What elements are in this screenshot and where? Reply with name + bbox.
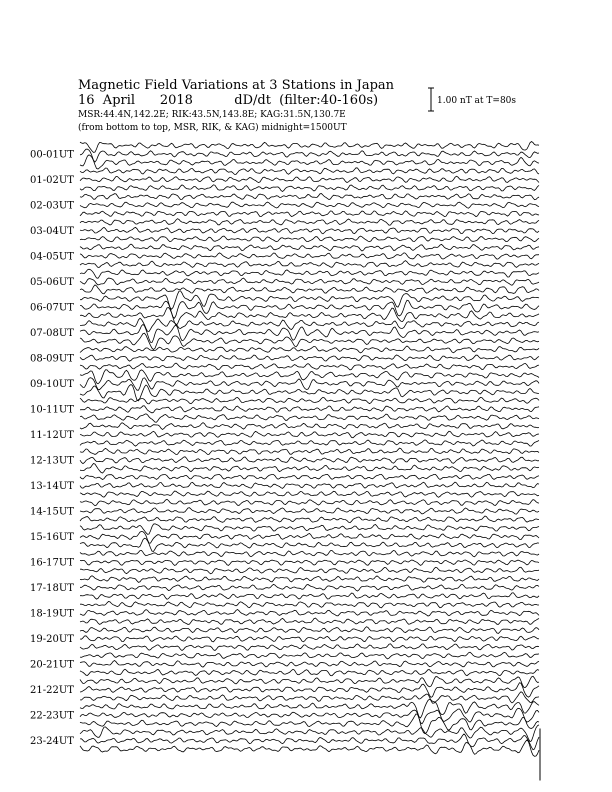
trace-rik-row-14 — [80, 508, 539, 514]
trace-kag-row-1 — [80, 168, 539, 175]
trace-rik-row-19 — [80, 636, 539, 642]
trace-msr-row-4 — [80, 261, 539, 268]
row-label: 22-23UT — [30, 710, 74, 722]
trace-rik-row-21 — [80, 683, 539, 698]
traces — [80, 142, 539, 757]
trace-kag-row-7 — [80, 318, 539, 331]
trace-rik-row-5 — [80, 278, 539, 285]
trace-msr-row-12 — [80, 464, 539, 474]
trace-msr-row-0 — [80, 155, 539, 169]
trace-rik-row-8 — [80, 355, 539, 361]
trace-kag-row-16 — [80, 550, 539, 556]
trace-kag-row-14 — [80, 499, 539, 505]
trace-rik-row-20 — [80, 661, 539, 668]
row-label: 08-09UT — [30, 353, 74, 365]
row-label: 03-04UT — [30, 226, 74, 237]
trace-kag-row-13 — [80, 474, 539, 479]
trace-kag-row-20 — [80, 652, 539, 659]
row-label: 02-03UT — [30, 200, 74, 212]
trace-msr-row-8 — [80, 363, 539, 370]
row-label: 19-20UT — [30, 634, 74, 645]
trace-kag-row-0 — [80, 142, 539, 153]
trace-kag-row-8 — [80, 346, 539, 353]
row-label: 05-06UT — [30, 277, 74, 288]
trace-rik-row-7 — [80, 324, 539, 342]
trace-msr-row-15 — [80, 538, 539, 551]
scale-label: 1.00 nT at T=80s — [437, 96, 517, 106]
trace-kag-row-17 — [80, 576, 539, 583]
trace-msr-row-14 — [80, 516, 539, 523]
row-label: 12-13UT — [30, 455, 74, 467]
trace-msr-row-1 — [80, 185, 539, 192]
row-label: 13-14UT — [30, 481, 74, 492]
trace-rik-row-15 — [80, 531, 539, 543]
row-label: 15-16UT — [30, 532, 74, 543]
trace-kag-row-23 — [80, 725, 539, 742]
trace-rik-row-11 — [80, 431, 539, 438]
trace-rik-row-1 — [80, 176, 539, 182]
trace-msr-row-21 — [80, 692, 539, 703]
trace-rik-row-4 — [80, 253, 539, 259]
row-label: 01-02UT — [30, 175, 74, 186]
station-order-note: (from bottom to top, MSR, RIK, & KAG) midnight=1500UT — [78, 123, 347, 133]
trace-rik-row-22 — [80, 708, 539, 724]
row-label: 14-15UT — [30, 506, 74, 518]
trace-kag-row-18 — [80, 602, 539, 608]
trace-rik-row-3 — [80, 227, 539, 233]
trace-rik-row-10 — [80, 406, 539, 413]
trace-rik-row-6 — [80, 300, 539, 318]
chart-title: Magnetic Field Variations at 3 Stations in Japan — [78, 78, 395, 93]
trace-kag-row-5 — [80, 269, 539, 278]
row-label: 21-22UT — [30, 685, 74, 696]
row-label: 10-11UT — [30, 404, 74, 416]
trace-kag-row-11 — [80, 423, 539, 430]
row-label: 07-08UT — [30, 328, 74, 339]
row-label: 23-24UT — [30, 736, 74, 747]
trace-rik-row-13 — [80, 482, 539, 488]
trace-msr-row-19 — [80, 644, 539, 651]
trace-rik-row-12 — [80, 457, 539, 464]
trace-kag-row-22 — [80, 699, 539, 718]
trace-msr-row-7 — [80, 333, 539, 349]
row-label: 04-05UT — [30, 251, 74, 263]
trace-msr-row-10 — [80, 414, 539, 422]
trace-kag-row-3 — [80, 219, 539, 226]
row-label: 09-10UT — [30, 379, 74, 390]
scale-bar — [428, 88, 516, 111]
trace-msr-row-5 — [80, 285, 539, 294]
trace-msr-row-2 — [80, 211, 539, 217]
row-label: 00-01UT — [30, 149, 74, 161]
row-labels — [30, 150, 74, 748]
trace-rik-row-23 — [80, 734, 539, 750]
trace-msr-row-11 — [80, 440, 539, 446]
trace-msr-row-20 — [80, 669, 539, 676]
station-coordinates: MSR:44.4N,142.2E; RIK:43.5N,143.8E; KAG:31.5N,130.7E — [78, 110, 346, 120]
trace-rik-row-17 — [80, 584, 539, 591]
trace-msr-row-23 — [80, 740, 539, 756]
trace-kag-row-4 — [80, 244, 539, 251]
trace-msr-row-16 — [80, 567, 539, 574]
row-label: 17-18UT — [30, 583, 74, 594]
trace-kag-row-10 — [80, 397, 539, 404]
trace-rik-row-16 — [80, 560, 539, 565]
trace-kag-row-21 — [80, 676, 539, 687]
trace-kag-row-15 — [80, 524, 539, 535]
trace-msr-row-17 — [80, 593, 539, 599]
trace-kag-row-9 — [80, 370, 539, 384]
trace-kag-row-19 — [80, 627, 539, 634]
row-label: 06-07UT — [30, 302, 74, 314]
trace-msr-row-3 — [80, 236, 539, 242]
trace-rik-row-18 — [80, 610, 539, 617]
trace-kag-row-2 — [80, 194, 539, 200]
trace-msr-row-13 — [80, 491, 539, 497]
trace-msr-row-18 — [80, 618, 539, 624]
row-label: 16-17UT — [30, 557, 74, 569]
row-label: 20-21UT — [30, 659, 74, 671]
trace-rik-row-2 — [80, 202, 539, 208]
date-filter-line: 16 April 2018 dD/dt (filter:40-160s) — [78, 93, 379, 108]
trace-kag-row-12 — [80, 448, 539, 454]
row-label: 11-12UT — [30, 430, 74, 441]
row-label: 18-19UT — [30, 608, 74, 620]
